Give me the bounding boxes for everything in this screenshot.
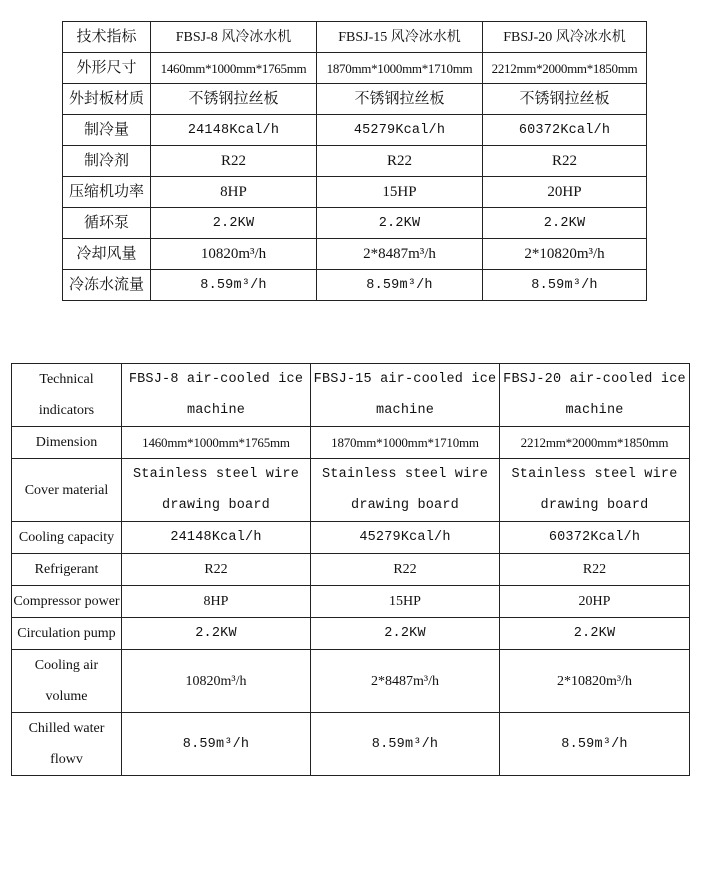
table-cell: 2.2KW (311, 618, 500, 650)
table-cell: 2.2KW (151, 208, 317, 239)
table-cell: 8HP (122, 586, 311, 618)
row-label: Cooling capacity (12, 522, 122, 554)
table-cell: 2212mm*2000mm*1850mm (500, 427, 690, 459)
header-cell: Technical indicators (12, 364, 122, 427)
table-cell: 45279Kcal/h (311, 522, 500, 554)
table-cell: 20HP (500, 586, 690, 618)
table-cell: 1460mm*1000mm*1765mm (151, 53, 317, 84)
table-cell: 2*10820m³/h (483, 239, 647, 270)
row-label: 外封板材质 (63, 84, 151, 115)
table-cell: 10820m³/h (151, 239, 317, 270)
table-cell: Stainless steel wire drawing board (122, 459, 311, 522)
header-cell: FBSJ-15 air-cooled ice machine (311, 364, 500, 427)
table-cell: 24148Kcal/h (122, 522, 311, 554)
table-cell: 2212mm*2000mm*1850mm (483, 53, 647, 84)
row-label: 制冷量 (63, 115, 151, 146)
table-cell: 20HP (483, 177, 647, 208)
table-cell: 8.59m³/h (122, 713, 311, 776)
table-row (12, 427, 690, 459)
row-label: 外形尺寸 (63, 53, 151, 84)
row-label: Compressor power (12, 586, 122, 618)
header-cell: 技术指标 (63, 22, 151, 53)
table-row (63, 146, 647, 177)
row-label: 冷冻水流量 (63, 270, 151, 301)
table-row (63, 270, 647, 301)
table-cell: Stainless steel wire drawing board (500, 459, 690, 522)
spec-table-english (11, 363, 690, 776)
row-label: 制冷剂 (63, 146, 151, 177)
row-label: Refrigerant (12, 554, 122, 586)
table-cell: 2.2KW (317, 208, 483, 239)
row-label: 压缩机功率 (63, 177, 151, 208)
row-label: 冷却风量 (63, 239, 151, 270)
table-cell: 1870mm*1000mm*1710mm (317, 53, 483, 84)
table-cell: 2.2KW (483, 208, 647, 239)
spec-table-chinese (62, 21, 647, 301)
table-cell: 8.59m³/h (151, 270, 317, 301)
table-cell: 45279Kcal/h (317, 115, 483, 146)
header-cell: FBSJ-8 air-cooled ice machine (122, 364, 311, 427)
table-cell: 1870mm*1000mm*1710mm (311, 427, 500, 459)
table-cell: 不锈钢拉丝板 (151, 84, 317, 115)
header-cell: FBSJ-8 风冷冰水机 (151, 22, 317, 53)
table-cell: 60372Kcal/h (500, 522, 690, 554)
table-cell: 8.59m³/h (500, 713, 690, 776)
table-cell: 8.59m³/h (317, 270, 483, 301)
table-cell: 10820m³/h (122, 650, 311, 713)
table-row (12, 650, 690, 713)
table-row (12, 522, 690, 554)
table-cell: 15HP (317, 177, 483, 208)
row-label: Cover material (12, 459, 122, 522)
header-cell: FBSJ-15 风冷冰水机 (317, 22, 483, 53)
table-cell: 60372Kcal/h (483, 115, 647, 146)
table-cell: 不锈钢拉丝板 (317, 84, 483, 115)
table-cell: 8.59m³/h (483, 270, 647, 301)
table-cell: R22 (483, 146, 647, 177)
table-row (63, 208, 647, 239)
table-cell: 2.2KW (122, 618, 311, 650)
row-label: Circulation pump (12, 618, 122, 650)
row-label: Chilled water flowv (12, 713, 122, 776)
table-row (63, 84, 647, 115)
table-row (63, 239, 647, 270)
table-cell: R22 (151, 146, 317, 177)
table-row (63, 53, 647, 84)
table-header-row (12, 364, 690, 427)
table-cell: 1460mm*1000mm*1765mm (122, 427, 311, 459)
table-cell: 不锈钢拉丝板 (483, 84, 647, 115)
header-cell: FBSJ-20 风冷冰水机 (483, 22, 647, 53)
header-cell: FBSJ-20 air-cooled ice machine (500, 364, 690, 427)
table-cell: 8HP (151, 177, 317, 208)
table-cell: R22 (500, 554, 690, 586)
table-row (12, 554, 690, 586)
table-cell: 8.59m³/h (311, 713, 500, 776)
row-label: Cooling air volume (12, 650, 122, 713)
table-row (63, 115, 647, 146)
table-cell: R22 (122, 554, 311, 586)
row-label: 循环泵 (63, 208, 151, 239)
table-cell: R22 (317, 146, 483, 177)
table-row (12, 618, 690, 650)
table-header-row (63, 22, 647, 53)
table-cell: 15HP (311, 586, 500, 618)
table-cell: Stainless steel wire drawing board (311, 459, 500, 522)
table-cell: 2*10820m³/h (500, 650, 690, 713)
row-label: Dimension (12, 427, 122, 459)
table-row (63, 177, 647, 208)
table-cell: R22 (311, 554, 500, 586)
table-row (12, 713, 690, 776)
table-cell: 2.2KW (500, 618, 690, 650)
table-cell: 24148Kcal/h (151, 115, 317, 146)
table-row (12, 459, 690, 522)
table-row (12, 586, 690, 618)
table-cell: 2*8487m³/h (311, 650, 500, 713)
table-cell: 2*8487m³/h (317, 239, 483, 270)
